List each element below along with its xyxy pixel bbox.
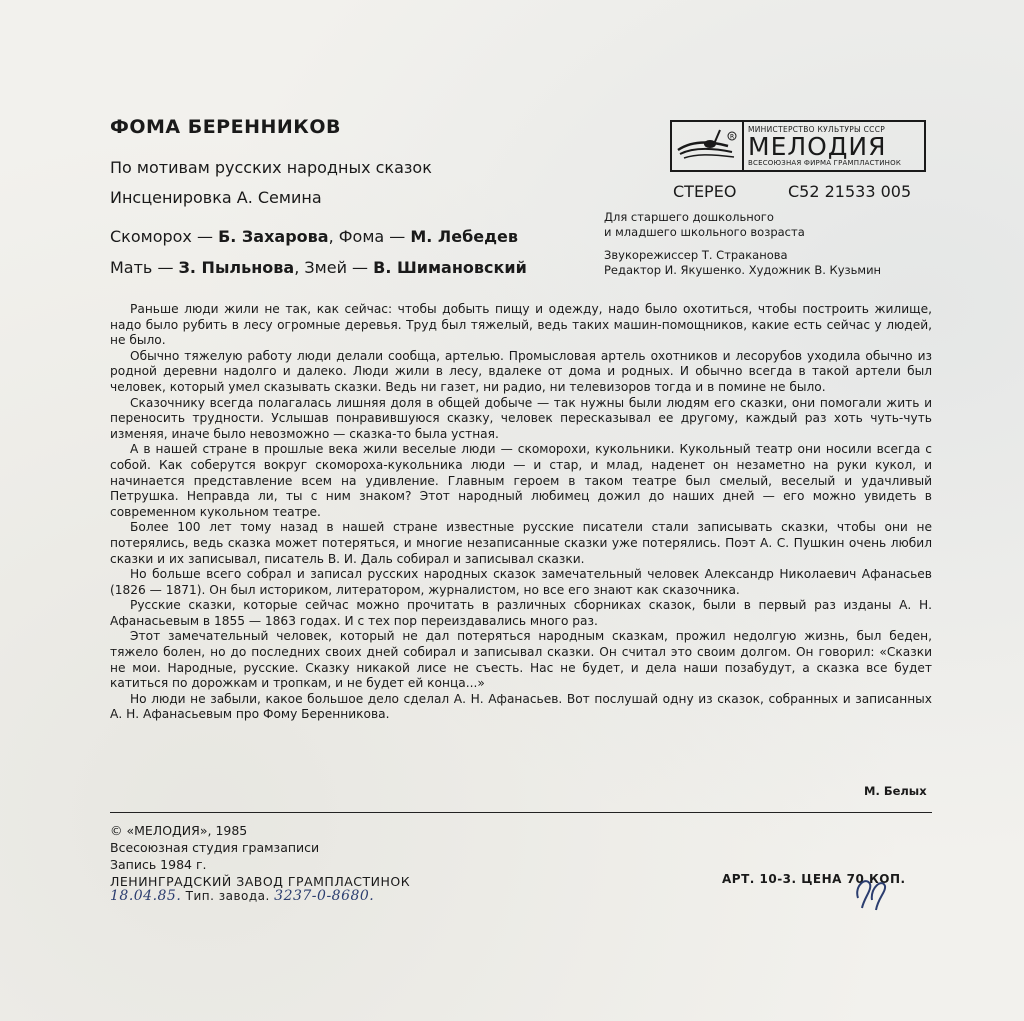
copyright: © «МЕЛОДИЯ», 1985 (110, 823, 248, 838)
credits-info (604, 248, 881, 278)
footer-info (110, 822, 410, 890)
audience-line: и младшего школьного возраста (604, 225, 805, 239)
cast-actor: М. Лебедев (410, 227, 518, 246)
paragraph: Этот замечательный человек, который не дал потеряться народным сказкам, прожил недолгую жизнь, был беден, тяжело болен, но до последних своих дней собирал и записывал сказки. Он считал это своим долгом. Он говорил: «Сказки не мои. Народные, русские. Сказку никакой лисе не съесть. Нас не будет, и дела наши позабудут, а сказка все будет катиться по дорожкам и тропкам, и не будет ей конца...» (110, 629, 932, 691)
paragraph: Сказочнику всегда полагалась лишняя доля в общей добыче — так нужны были людям его сказки, они помогали жить и переносить трудности. Услышав понравившуюся сказку, человек пересказывал ее другому, каждый раз хоть чуть-чуть изменяя, иначе было невозможно — сказка-то была устная. (110, 395, 932, 441)
cast-role: , Фома — (328, 227, 411, 246)
page-title: ФОМА БЕРЕННИКОВ (110, 116, 341, 138)
cast-line-2 (110, 258, 527, 277)
sound-engineer: Звукорежиссер Т. Стракaнова (604, 248, 788, 262)
intro-text (110, 302, 932, 723)
factory-name: ЛЕНИНГРАДСКИЙ ЗАВОД ГРАМПЛАСТИНОК (110, 874, 411, 889)
catalog-number: С52 21533 005 (788, 182, 912, 201)
handwritten-price-mark-icon (852, 868, 892, 912)
paragraph: Но люди не забыли, какое большое дело сделал А. Н. Афанасьев. Вот послушай одну из сказок, собранных и записанных А. Н. Афанасьевым про Фому Беренникова. (110, 691, 932, 722)
audience-line: Для старшего дошкольного (604, 210, 774, 224)
recording-year: Запись 1984 г. (110, 857, 207, 872)
paragraph: Раньше люди жили не так, как сейчас: чтобы добыть пищу и одежду, надо было охотиться, чтобы построить жилище, надо было рубить в лесу огромные деревья. Труд был тяжелый, ведь таких машин-помощников, какие есть сейчас у людей, не было. (110, 302, 932, 348)
paragraph: Обычно тяжелую работу люди делали сообща, артелью. Промысловая артель охотников и лесорубов уходила обычно из родной деревни надолго и далеко. Люди жили в лесу, вдалеке от дома и родных. И обычно всегда в такой артели был человек, который умел сказывать сказки. Ведь ни газет, ни радио, ни телевизоров тогда и в помине не было. (110, 348, 932, 394)
editor-artist: Редактор И. Якушенко. Художник В. Кузьмин (604, 263, 882, 277)
cast-actor: З. Пыльнова (178, 258, 295, 277)
brand-name: МЕЛОДИЯ (748, 132, 887, 161)
firm-text: ВСЕСОЮЗНАЯ ФИРМА ГРАМПЛАСТИНОК (748, 159, 902, 167)
handwritten-number: 3237-0-8680. (274, 888, 375, 904)
paragraph: Но больше всего собрал и записал русских народных сказок замечательный человек Александр Николаевич Афанасьев (1826 — 1871). Он был историком, литератором, журналистом, но все его знают как сказочника. (110, 567, 932, 597)
cast-role: Скоморох — (110, 227, 219, 246)
melodiya-emblem-icon (672, 122, 744, 170)
cast-actor: Б. Захарова (218, 227, 329, 246)
paragraph: А в нашей стране в прошлые века жили веселые люди — скоморохи, кукольники. Кукольный театр они носили всегда с собой. Как соберутся вокруг скомороха-кукольника люди — и стар, и млад, наденет он незаметно на руки кукол, и начинается представление всем на удивление. Главным героем в таком театре был смелый, веселый и удачливый Петрушка. Неправда ли, ты с ним знаком? Этот народный любимец дожил до наших дней — его можно увидеть в современном кукольном театре. (110, 442, 932, 519)
studio-name: Всесоюзная студия грамзаписи (110, 840, 320, 855)
paragraph: Более 100 лет тому назад в нашей стране известные русские писатели стали записывать сказки, чтобы они не потерялись, ведь сказка может потеряться, и многие незаписанные сказки уже потерялись. Поэт А. С. Пушкин очень любил сказки и их записывал, писатель В. И. Даль собирал и записывал сказки. (110, 520, 932, 566)
stereo-label: СТЕРЕО (673, 182, 737, 201)
melodiya-logo (670, 120, 926, 172)
cast-role: , Змей — (294, 258, 374, 277)
cast-role: Мать — (110, 258, 179, 277)
audience-info (604, 210, 805, 240)
print-info (110, 888, 374, 904)
paragraph: Русские сказки, которые сейчас можно прочитать в различных сборниках сказок, были в первый раз изданы А. Н. Афанасьевым в 1855 — 1863 годах. И с тех пор переиздавались много раз. (110, 598, 932, 628)
print-label: Тип. завода. (185, 889, 270, 903)
subtitle-adaptation: Инсценировка А. Семина (110, 188, 322, 207)
article-price: АРТ. 10-3. ЦЕНА 70 КОП. (722, 872, 906, 886)
cast-actor: В. Шимановский (373, 258, 527, 277)
cast-line-1 (110, 227, 518, 246)
divider (110, 812, 932, 813)
handwritten-date: 18.04.85. (110, 888, 182, 904)
ministry-text: МИНИСТЕРСТВО КУЛЬТУРЫ СССР (748, 125, 886, 134)
svg-text:R: R (730, 133, 735, 141)
author-signature: М. Белых (864, 784, 927, 798)
subtitle-source: По мотивам русских народных сказок (110, 158, 432, 177)
